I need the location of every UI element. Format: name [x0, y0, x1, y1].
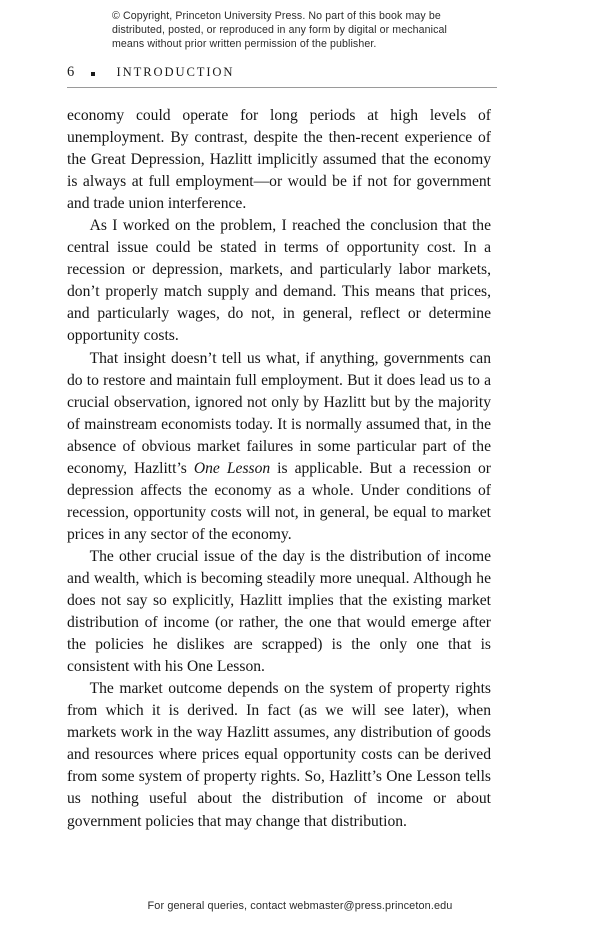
copyright-notice — [112, 9, 492, 51]
page-number: 6 — [67, 64, 75, 80]
paragraph: That insight doesn’t tell us what, if anything, governments can do to restore and maintain full employment. But it does lead us to a crucial observation, ignored not only by Hazlitt but by the majority of mainstream economists today. It is normally assumed that, in the absence of obvious market failures in some particular part of the economy, Hazlitt’s One Lesson is applicable. But a recession or depression affects the economy as a whole. Under conditions of recession, opportunity costs will not, in general, be equal to market prices in any sector of the economy. — [67, 349, 491, 543]
running-head — [67, 64, 497, 86]
paragraph: economy could operate for long periods at high levels of unemployment. By contrast, despite the then-recent experience of the Great Depression, Hazlitt implicitly assumed that the economy is always at full employment—or would be if not for government and trade union interference. — [67, 107, 491, 213]
header-divider — [67, 87, 497, 88]
paragraph: The market outcome depends on the system of property rights from which it is derived. In fact (as we will see later), when markets work in the way Hazlitt assumes, any distribution of goods and resources where prices equal opportunity costs can be derived from some system of property rights. So, Hazlitt’s One Lesson tells us nothing useful about the distribution of income or about government policies that may change that distribution. — [67, 680, 491, 830]
copyright-line-2: distributed, posted, or reproduced in any form by digital or mechanical — [112, 24, 447, 37]
copyright-line-3: means without prior written permission of the publisher. — [112, 38, 377, 51]
square-bullet-icon — [91, 72, 95, 76]
paragraph: As I worked on the problem, I reached the conclusion that the central issue could be stated in terms of opportunity cost. In a recession or depression, markets, and particularly labor markets, don’t properly match supply and demand. This means that prices, and particularly wages, do not, in general, reflect or determine opportunity costs. — [67, 217, 491, 345]
body-text-column — [67, 105, 491, 833]
chapter-title: INTRODUCTION — [116, 65, 235, 79]
copyright-line-1: © Copyright, Princeton University Press. No part of this book may be — [112, 10, 441, 22]
footer-query-line: For general queries, contact webmaster@press.princeton.edu — [147, 900, 453, 912]
paragraph: The other crucial issue of the day is the distribution of income and wealth, which is becoming steadily more unequal. Although he does not say so explicitly, Hazlitt implies that the existing market distribution of income (or rather, the one that would emerge after the policies he dislikes are scrapped) is the only one that is consistent with his One Lesson. — [67, 547, 491, 676]
